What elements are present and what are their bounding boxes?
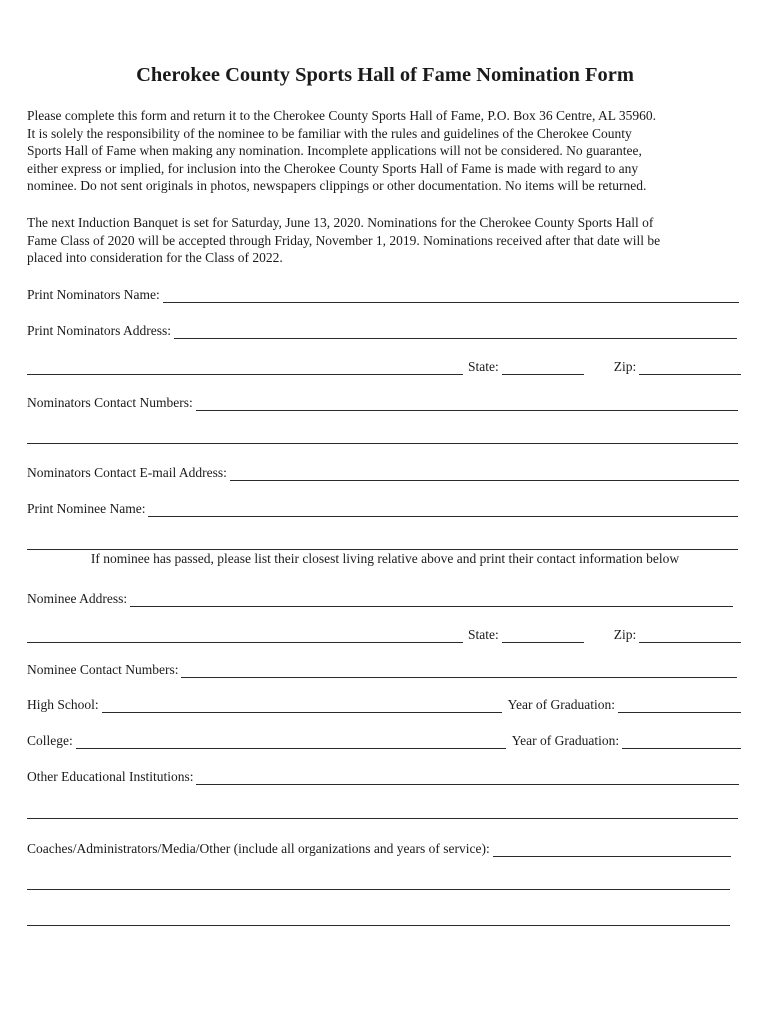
intro-paragraph [27, 107, 747, 195]
other-institutions-field[interactable] [196, 770, 739, 785]
intro-line: Sports Hall of Fame when making any nomination. Incomplete applications will not be considered. No guarantee, [27, 143, 642, 158]
nominator-city-field[interactable] [27, 360, 463, 375]
nominator-email-field[interactable] [230, 466, 739, 481]
high-school-label: High School: [27, 697, 99, 712]
nominee-name-label: Print Nominee Name: [27, 501, 146, 516]
coaches-row [27, 839, 731, 857]
nominator-zip-label: Zip: [613, 359, 637, 374]
other-institutions-extra-line[interactable] [27, 818, 738, 820]
nominator-city-state-zip-row [27, 357, 741, 375]
nominator-name-label: Print Nominators Name: [27, 287, 160, 302]
nominee-name-field[interactable] [148, 502, 738, 517]
coaches-label: Coaches/Administrators/Media/Other (include all organizations and years of service): [27, 841, 490, 856]
intro-line: It is solely the responsibility of the nominee to be familiar with the rules and guidelines of the Cherokee County [27, 125, 632, 141]
coaches-field[interactable] [493, 842, 731, 857]
nominator-numbers-row [27, 393, 738, 411]
college-graduation-field[interactable] [622, 734, 741, 749]
banquet-line: placed into consideration for the Class of 2022. [27, 250, 283, 265]
nominee-city-field[interactable] [27, 628, 463, 643]
nominee-address-label: Nominee Address: [27, 591, 128, 606]
nominee-zip-field[interactable] [639, 628, 741, 643]
nominee-numbers-field[interactable] [181, 663, 737, 678]
intro-line: Please complete this form and return it to the Cherokee County Sports Hall of Fame, P.O. Box 36 Centre, AL 35960. [27, 108, 657, 123]
high-school-graduation-label: Year of Graduation: [507, 697, 615, 712]
nominee-address-field[interactable] [130, 592, 733, 607]
nominator-numbers-extra-line[interactable] [27, 443, 738, 445]
nominee-zip-label: Zip: [613, 627, 637, 642]
nominee-state-label: State: [468, 627, 499, 642]
nominator-numbers-label: Nominators Contact Numbers: [27, 395, 193, 410]
form-title: Cherokee County Sports Hall of Fame Nomination Form [136, 64, 634, 86]
coaches-extra-line-1[interactable] [27, 889, 730, 891]
nominee-name-row [27, 499, 738, 517]
nominator-email-label: Nominators Contact E-mail Address: [27, 465, 227, 480]
intro-line: either express or implied, for inclusion into the Cherokee County Sports Hall of Fame is made with regard to any [27, 160, 639, 176]
intro-line: nominee. Do not sent originals in photos, newspapers clippings or other documentation. No items will be returned. [27, 178, 647, 193]
nominator-state-label: State: [468, 359, 499, 374]
nominee-numbers-label: Nominee Contact Numbers: [27, 662, 179, 677]
nominator-numbers-field[interactable] [196, 396, 738, 411]
coaches-extra-line-2[interactable] [27, 925, 730, 927]
nominator-address-field[interactable] [174, 324, 737, 339]
high-school-graduation-field[interactable] [618, 698, 741, 713]
nominator-zip-field[interactable] [639, 360, 741, 375]
nominee-state-field[interactable] [502, 628, 584, 643]
college-field[interactable] [76, 734, 506, 749]
high-school-row [27, 695, 741, 713]
other-institutions-row [27, 767, 739, 785]
college-graduation-label: Year of Graduation: [511, 733, 620, 748]
nominator-name-row [27, 285, 739, 303]
nominee-address-row [27, 589, 733, 607]
deceased-note: If nominee has passed, please list their closest living relative above and print their contact information below [90, 551, 680, 566]
college-label: College: [27, 733, 73, 748]
high-school-field[interactable] [102, 698, 502, 713]
other-institutions-label: Other Educational Institutions: [27, 769, 194, 784]
nominator-email-row [27, 463, 739, 481]
college-row [27, 731, 741, 749]
banquet-line: The next Induction Banquet is set for Saturday, June 13, 2020. Nominations for the Cherokee County Sports Hall of [27, 215, 654, 230]
banquet-line: Fame Class of 2020 will be accepted through Friday, November 1, 2019. Nominations received after that date will be [27, 232, 661, 248]
nominee-numbers-row [27, 660, 737, 678]
nominator-address-label: Print Nominators Address: [27, 323, 171, 338]
nominator-state-field[interactable] [502, 360, 584, 375]
nominator-address-row [27, 321, 737, 339]
nominator-name-field[interactable] [163, 288, 739, 303]
banquet-paragraph [27, 214, 747, 267]
nominee-city-state-zip-row [27, 625, 741, 643]
